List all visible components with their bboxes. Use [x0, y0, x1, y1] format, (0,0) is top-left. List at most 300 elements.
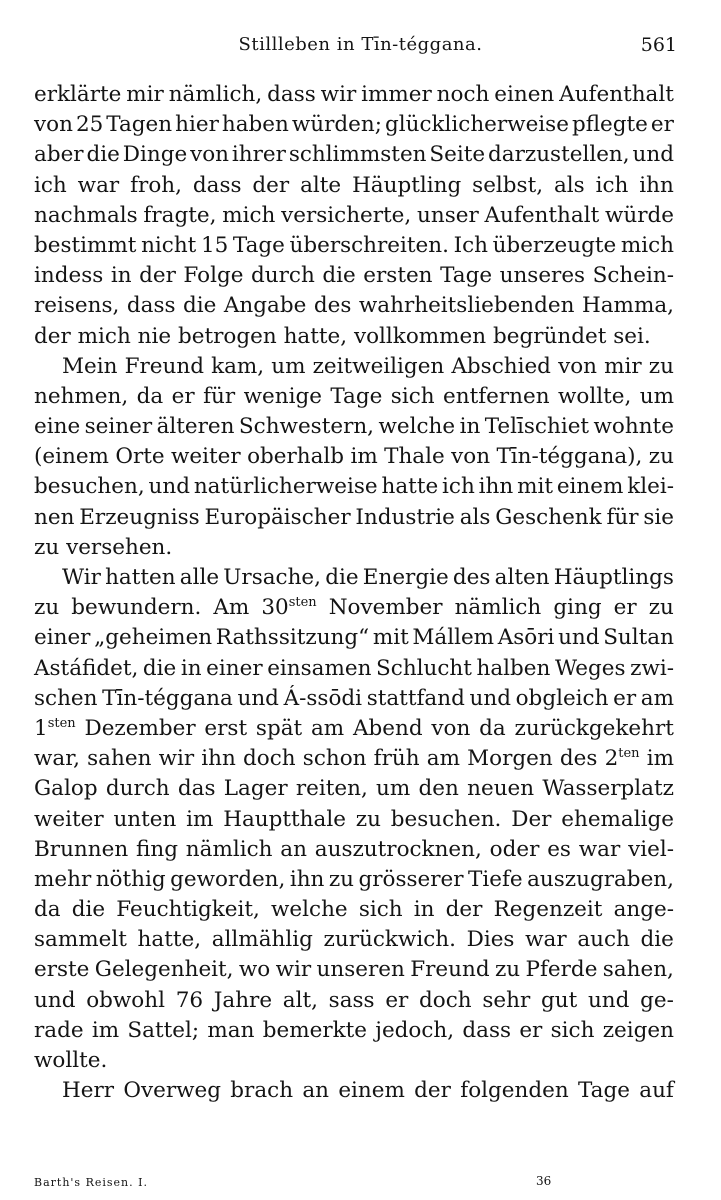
word: Weges [554, 655, 626, 681]
word: auch [577, 927, 630, 953]
signature-mark: Barth's Reisen. I. [34, 1176, 148, 1189]
word: selbst, [472, 172, 544, 198]
word: darzustellen, [488, 142, 630, 168]
word: sei. [613, 323, 651, 349]
word: allmählig [211, 927, 313, 953]
word: kam, [211, 353, 265, 379]
word: dass [462, 1017, 512, 1043]
word: bewundern. [71, 595, 202, 621]
text-line [34, 503, 674, 533]
word: stattfand [366, 685, 465, 711]
word: pflegte [571, 112, 648, 138]
word: nicht [141, 232, 197, 258]
word: Brunnen [34, 836, 129, 862]
word: eine [34, 414, 81, 440]
word: geworden, [170, 866, 286, 892]
word: immer [361, 82, 432, 107]
text-line [34, 110, 674, 140]
word: alte [300, 172, 342, 198]
word: rade [34, 1017, 84, 1043]
word: an [302, 1078, 330, 1104]
word: Orte [115, 444, 165, 470]
word: wir [275, 957, 312, 983]
word: Folge [183, 263, 244, 289]
word: der [445, 897, 483, 923]
word: sahen, [602, 957, 674, 983]
word: spät [255, 715, 303, 741]
word: hatte, [283, 323, 348, 349]
word: des [313, 293, 352, 319]
word: indess [34, 263, 104, 289]
word: Erzeugniss [79, 504, 200, 530]
word: natürlicherweise [193, 474, 378, 500]
text-line [34, 986, 674, 1016]
word: Dies [466, 927, 515, 953]
word: hatten [105, 565, 176, 590]
word: der [139, 263, 176, 289]
word: und [148, 474, 190, 500]
word: von [451, 444, 491, 470]
word: erste [34, 957, 90, 983]
word: besuchen. [390, 806, 502, 832]
text-line [34, 322, 674, 352]
word: ehemalige [561, 806, 674, 832]
word: sass [328, 987, 375, 1013]
word: ange- [613, 897, 674, 923]
text-line [34, 442, 674, 472]
word: und [237, 685, 279, 711]
word: wollte, [558, 383, 632, 409]
word: einer [206, 655, 263, 681]
word: doch [243, 746, 296, 772]
word: zu [648, 444, 674, 470]
text-line [34, 382, 674, 412]
word: und [558, 625, 600, 651]
word: froh, [130, 172, 182, 198]
word: die [183, 293, 217, 319]
word: nehmen, [34, 383, 129, 409]
word: Tīn-téggana), [496, 444, 643, 470]
word: Energie [362, 565, 449, 590]
word: Telīschiet [484, 414, 590, 440]
word: Geschenk [495, 504, 602, 530]
word: als [553, 172, 585, 198]
word: Herr [62, 1078, 115, 1104]
word: obgleich [515, 685, 609, 711]
word: Astáfidet, [34, 655, 139, 681]
word: reisens, [34, 293, 120, 319]
word: ihn [289, 866, 325, 892]
word: noch [436, 82, 490, 107]
word: obwohl [86, 987, 165, 1013]
text-line [34, 80, 674, 110]
word: zeitweiligen [312, 353, 445, 379]
paragraph [34, 563, 674, 1076]
word: er [613, 685, 637, 711]
word: zurückgekehrt [514, 715, 674, 741]
word: und [469, 685, 511, 711]
text-line [34, 654, 674, 684]
word: doch [419, 987, 472, 1013]
word: erst [204, 715, 248, 741]
word: sich [390, 383, 435, 409]
word: Dinge [122, 142, 188, 168]
word: schon [302, 746, 367, 772]
word: versehen. [66, 534, 173, 560]
word: mich [620, 232, 674, 258]
word: gut [540, 987, 578, 1013]
text-line [34, 895, 674, 925]
word: Ich [453, 232, 488, 258]
word: von [190, 142, 230, 168]
word: $2^{ten}$ [604, 746, 640, 772]
word: seiner [84, 414, 153, 440]
word: er [519, 1017, 543, 1043]
word: Schlucht [376, 655, 472, 681]
word: viel- [628, 836, 674, 862]
word: die [640, 927, 674, 953]
word: da [136, 383, 164, 409]
text-line [34, 201, 674, 231]
word: November [328, 595, 443, 621]
word: Tage [330, 383, 383, 409]
text-line [34, 472, 674, 502]
paragraph [34, 80, 674, 352]
word: dass [126, 293, 176, 319]
word: durch [105, 776, 170, 802]
word: wir [320, 82, 357, 107]
word: Der [511, 806, 552, 832]
word: einen [494, 82, 555, 107]
text-line [34, 352, 674, 382]
text-line [34, 593, 674, 623]
text-line [34, 835, 674, 865]
word: man [207, 1017, 255, 1043]
word: Á-ssōdi [283, 685, 363, 711]
running-title: Stillleben in Tīn-téggana. [238, 34, 483, 55]
word: Industrie [355, 504, 455, 530]
word: Morgen [467, 746, 553, 772]
word: nie [137, 323, 172, 349]
word: würde [604, 202, 674, 228]
word: nämlich [185, 836, 273, 862]
word: nämlich [454, 595, 542, 621]
word: einem [556, 474, 624, 500]
text-line [34, 955, 674, 985]
word: und [632, 142, 674, 168]
word: von [431, 715, 471, 741]
word: bemerkte [262, 1017, 367, 1043]
word: auf [639, 1078, 674, 1104]
word: Mein [62, 353, 118, 379]
word: haben [221, 112, 289, 138]
word: ich [34, 172, 67, 198]
word: ich [442, 474, 475, 500]
text-line [34, 171, 674, 201]
text-line [34, 1076, 674, 1106]
word: welche [378, 414, 456, 440]
word: $30^{sten}$ [261, 595, 317, 621]
paragraph [34, 1076, 674, 1106]
word: Thale [384, 444, 445, 470]
paragraph [34, 352, 674, 563]
word: mit [372, 625, 409, 651]
word: vollkommen [353, 323, 487, 349]
word: er [171, 383, 195, 409]
word: war [525, 927, 567, 953]
word: sehr [482, 987, 531, 1013]
word: sich [550, 1017, 595, 1043]
word: und [587, 987, 630, 1013]
word: ihn [478, 474, 514, 500]
word: mich [222, 202, 276, 228]
word: am [310, 715, 345, 741]
word: überzeugte [492, 232, 617, 258]
word: entfernen [443, 383, 550, 409]
word: für [606, 504, 639, 530]
word: mit [517, 474, 553, 500]
word: erklärte [34, 82, 122, 107]
word: Abend [352, 715, 423, 741]
word: $1^{sten}$ [34, 715, 76, 741]
word: als [459, 504, 491, 530]
word: am [640, 685, 674, 711]
text-line [34, 412, 674, 442]
word: wahrheitsliebenden [358, 293, 575, 319]
word: schen [34, 685, 98, 711]
word: klei- [627, 474, 674, 500]
word: Gelegenheit, [94, 957, 234, 983]
word: (einem [34, 444, 109, 470]
word: unser [417, 202, 479, 228]
word: Regenzeit [493, 897, 603, 923]
word: im [646, 746, 674, 772]
word: die [71, 897, 106, 923]
word: war [77, 172, 120, 198]
word: an [280, 836, 307, 862]
word: Wir [62, 565, 101, 590]
word: weiter [171, 444, 241, 470]
word: Galop [34, 776, 98, 802]
text-line [34, 140, 674, 170]
word: sammelt [34, 927, 127, 953]
word: besuchen, [34, 474, 145, 500]
text-line [34, 865, 674, 895]
text-line [34, 563, 674, 593]
word: um [271, 353, 306, 379]
word: wo [238, 957, 271, 983]
body-text [34, 80, 674, 1106]
word: brach [230, 1078, 294, 1104]
word: nöthig [95, 866, 166, 892]
word: Aufenthalt [559, 82, 674, 107]
word: war, [34, 746, 80, 772]
word: Dezember [84, 715, 196, 741]
word: mehr [34, 866, 92, 892]
text-line [34, 231, 674, 261]
word: im [350, 444, 378, 470]
text-line [34, 744, 674, 774]
word: älteren [156, 414, 235, 440]
text-line [34, 291, 674, 321]
word: unten [113, 806, 177, 832]
word: Häuptlings [553, 565, 674, 590]
word: den [418, 776, 459, 802]
word: Tage [440, 263, 493, 289]
word: sie [643, 504, 674, 530]
word: begründet [493, 323, 607, 349]
word: 15 [200, 232, 229, 258]
word: Häuptling [352, 172, 462, 198]
word: die [142, 655, 177, 681]
word: Abschied [451, 353, 551, 379]
sheet-number: 36 [536, 1174, 552, 1188]
word: Tage [577, 1078, 630, 1104]
word: zu [355, 806, 381, 832]
word: halben [476, 655, 551, 681]
text-line [34, 1046, 674, 1076]
word: jedoch, [375, 1017, 455, 1043]
word: grösserer [358, 866, 464, 892]
word: einsamen [267, 655, 372, 681]
word: 76 [175, 987, 204, 1013]
word: überschreiten. [289, 232, 449, 258]
word: die [322, 263, 356, 289]
word: unseres [499, 263, 586, 289]
text-line [34, 261, 674, 291]
word: glücklicherweise [384, 112, 569, 138]
word: Asōri [497, 625, 555, 651]
word: Pferde [525, 957, 598, 983]
word: einem [338, 1078, 405, 1104]
word: Tage [232, 232, 285, 258]
word: zu [328, 866, 355, 892]
word: Overweg [123, 1078, 221, 1104]
word: mich [77, 323, 131, 349]
word: schlimmsten [288, 142, 427, 168]
word: zurückwich. [323, 927, 456, 953]
word: um [639, 383, 674, 409]
word: zu [34, 595, 60, 621]
word: sahen [87, 746, 152, 772]
word: der [252, 172, 290, 198]
word: auszugraben, [527, 866, 674, 892]
word: zu [648, 595, 674, 621]
word: des [559, 746, 598, 772]
word: Hamma, [581, 293, 674, 319]
word: des [452, 565, 491, 590]
word: 25 [75, 112, 104, 138]
word: ge- [640, 987, 674, 1013]
text-line [34, 1016, 674, 1046]
word: betrogen [178, 323, 277, 349]
text-line [34, 714, 674, 744]
word: aber [34, 142, 84, 168]
word: würden; [291, 112, 382, 138]
word: hatte [381, 474, 439, 500]
text-line [34, 684, 674, 714]
word: Sultan [603, 625, 674, 651]
word: ging [553, 595, 602, 621]
text-line [34, 774, 674, 804]
word: mir [604, 353, 642, 379]
word: Hauptthale [223, 806, 346, 832]
word: nachmals [34, 202, 138, 228]
word: nen [34, 504, 75, 530]
word: für [203, 383, 236, 409]
word: Tagen [106, 112, 173, 138]
word: in [413, 897, 435, 923]
word: alt, [282, 987, 318, 1013]
word: um [376, 776, 411, 802]
word: in [180, 655, 202, 681]
word: wenige [243, 383, 322, 409]
word: ihrer [231, 142, 286, 168]
word: das [177, 776, 216, 802]
word: war [578, 836, 621, 862]
word: ich [595, 172, 629, 198]
word: Lager [223, 776, 288, 802]
word: die [325, 565, 359, 590]
word: „geheimen [94, 625, 213, 651]
word: in [110, 263, 132, 289]
word: einer [34, 625, 91, 651]
word: folgenden [460, 1078, 569, 1104]
word: Jahre [213, 987, 273, 1013]
word: Rathssitzung“ [215, 625, 370, 651]
word: dass [267, 82, 316, 107]
word: Tīn-téggana [102, 685, 233, 711]
word: Ursache, [223, 565, 321, 590]
page-number: 561 [640, 34, 677, 56]
word: im [91, 1017, 120, 1043]
word: zu [648, 353, 674, 379]
word: alten [494, 565, 550, 590]
word: früh [373, 746, 420, 772]
word: oder [489, 836, 540, 862]
word: Europäischer [204, 504, 351, 530]
word: unseren [316, 957, 405, 983]
word: wohnte [593, 414, 674, 440]
word: sich [358, 897, 403, 923]
word: die [86, 142, 120, 168]
word: reiten, [295, 776, 368, 802]
word: ihn [639, 172, 674, 198]
word: Feuchtigkeit, [116, 897, 260, 923]
word: von [34, 112, 73, 138]
word: da [479, 715, 506, 741]
word: fragte, [143, 202, 217, 228]
word: ihn [201, 746, 236, 772]
word: wir [158, 746, 195, 772]
word: Schwestern, [238, 414, 375, 440]
word: und [34, 987, 76, 1013]
word: welche [271, 897, 348, 923]
word: hier [175, 112, 219, 138]
word: oberhalb [247, 444, 345, 470]
word: er [613, 595, 637, 621]
word: neuen [467, 776, 535, 802]
word: dass [192, 172, 242, 198]
word: es [547, 836, 571, 862]
word: versicherte, [281, 202, 412, 228]
word: zwi- [630, 655, 674, 681]
word: er [385, 987, 409, 1013]
word: er [650, 112, 674, 138]
word: bestimmt [34, 232, 137, 258]
word: Freund [410, 957, 490, 983]
word: fing [136, 836, 178, 862]
